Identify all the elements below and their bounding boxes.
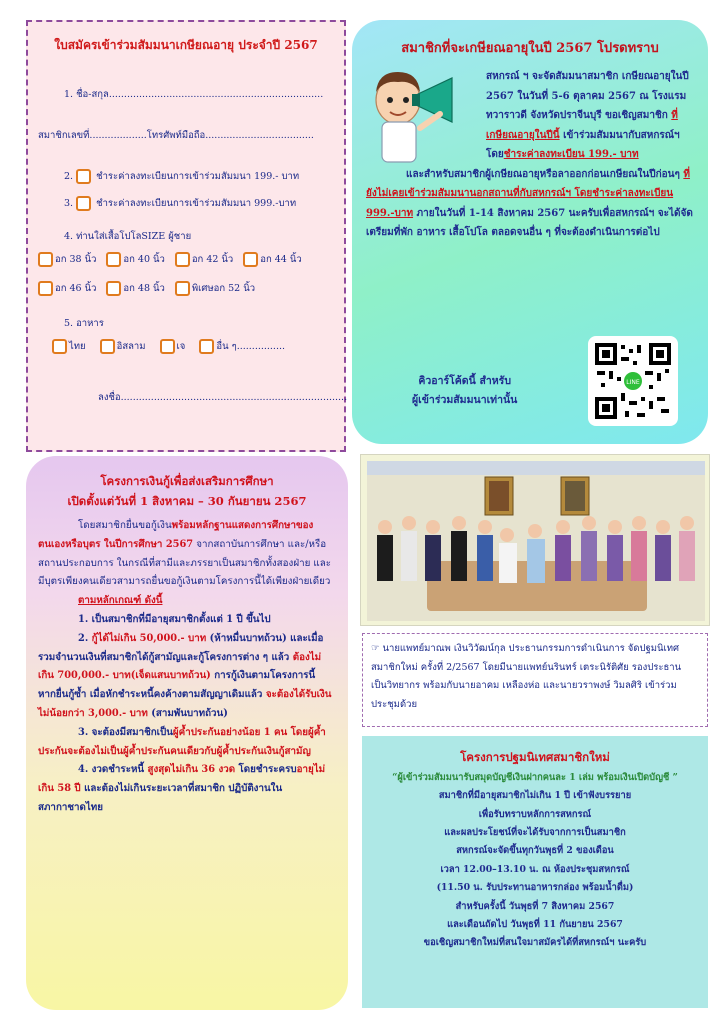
loan-criteria-2 — [38, 630, 336, 724]
size-label: อก 42 นิ้ว — [191, 254, 234, 265]
food-label-thai: ไทย — [69, 341, 86, 352]
size-label: อก 38 นิ้ว — [55, 254, 97, 265]
retirement-seminar-notice — [352, 20, 708, 444]
food-label: 5. อาหาร — [64, 318, 104, 329]
orientation-line: และเดือนถัดไป วันพุธที่ 11 กันยายน 2567 — [447, 919, 623, 931]
size-label: อก 44 นิ้ว — [260, 254, 302, 265]
loan-highlight: สูงสุดไม่เกิน 36 งวด — [147, 764, 236, 776]
fee-999-option[interactable] — [38, 196, 334, 211]
loan-text: 2. — [78, 632, 92, 644]
retirement-text: ภายในวันที่ 1-14 สิงหาคม 2567 นะครับเพื่อสหกรณ์ฯ จะได้จัดเตรียมที่พัก อาหาร เสื้อโปโล ตลอดจนอื่น ๆ ที่จะต้องดำเนินการต่อไป — [366, 207, 693, 239]
food-checkbox[interactable] — [100, 339, 115, 354]
orientation-subtitle: “ผู้เข้าร่วมสัมมนารับสมุดบัญชีเงินฝากคนละ 1 เล่ม พร้อมเงินเปิดบัญชี ” — [392, 771, 678, 783]
meeting-group-photo — [360, 454, 710, 626]
group-photo-image — [367, 461, 705, 621]
size-label: พิเศษอก 52 นิ้ว — [191, 283, 256, 294]
loan-highlight: พร้อมหลักฐานแสดงการศึกษาของตนเองหรือบุตร ในปีการศึกษา 2567 — [38, 520, 314, 550]
food-checkbox[interactable] — [52, 339, 67, 354]
food-label-vegan: เจ — [176, 341, 186, 352]
loan-text: จากสถาบันการศึกษา และ/หรือสถานประกอบการ ในกรณีที่สามีและภรรยาเป็นสมาชิกทั้งสองฝ่าย และมีบุตรเพียงคนเดียวสามารถยื่นขอกู้เงินตามโครงการนี้ได้เพียงฝ่ายเดียว — [38, 538, 332, 588]
size-label: อก 46 นิ้ว — [55, 283, 97, 294]
orientation-line: เพื่อรับทราบหลักการสหกรณ์ — [478, 808, 592, 820]
loan-text: โดยสมาชิกยื่นขอกู้เงิน — [78, 520, 172, 532]
loan-period: เปิดตั้งแต่วันที่ 1 สิงหาคม – 30 กันยายน 2567 — [67, 493, 307, 508]
size-checkbox[interactable] — [175, 281, 190, 296]
loan-text: 4. งวดชำระหนี้ — [78, 764, 148, 776]
size-option[interactable] — [38, 281, 96, 296]
loan-intro — [38, 517, 336, 592]
loan-criteria-3 — [38, 724, 336, 762]
food-label-other: อื่น ๆ................ — [216, 341, 286, 352]
size-checkbox[interactable] — [106, 281, 121, 296]
fee-199-option[interactable] — [38, 169, 334, 184]
loan-text: (ห้าหมื่นบาทถ้วน) และเมื่อรวมจำนวนเงินที่สมาชิกได้กู้สามัญและกู้โครงการต่าง ๆ แล้ว — [38, 632, 324, 663]
loan-text: 3. จะต้องมีสมาชิกเป็น — [78, 726, 173, 738]
size-option[interactable] — [175, 281, 255, 296]
size-option[interactable] — [243, 252, 301, 267]
size-checkbox[interactable] — [38, 281, 53, 296]
size-option[interactable] — [175, 252, 233, 267]
signature-field[interactable]: ลงชื่อ........................................................................... — [98, 392, 348, 403]
size-checkbox[interactable] — [106, 252, 121, 267]
name-field[interactable]: 1. ชื่อ-สกุล....................................................................... — [64, 89, 324, 100]
qr-caption-line-2: ผู้เข้าร่วมสัมมนาเท่านั้น — [412, 393, 518, 406]
loan-criteria-4 — [38, 761, 336, 817]
fee-999-number: 3. — [64, 198, 74, 209]
food-options-row — [38, 339, 334, 354]
retirement-paragraph-2 — [366, 165, 694, 243]
retirement-text: เข้าร่วมสัมมนากับสหกรณ์ฯ โดย — [486, 129, 680, 161]
qr-code-icon[interactable] — [588, 336, 678, 426]
fee-999-label: ชำระค่าลงทะเบียนการเข้าร่วมสัมมนา 999.-บาท — [96, 198, 297, 209]
loan-text: และต้องไม่เกินระยะเวลาที่สมาชิก ปฏิบัติงานในสภากาชาดไทย — [38, 783, 283, 814]
size-option[interactable] — [106, 281, 164, 296]
orientation-line: ขอเชิญสมาชิกใหม่ที่สนใจมาสมัครได้ที่สหกรณ์ฯ นะครับ — [423, 937, 647, 949]
food-checkbox[interactable] — [160, 339, 175, 354]
loan-title: โครงการเงินกู้เพื่อส่งเสริมการศึกษา — [100, 474, 274, 488]
orientation-line: สหกรณ์จะจัดขึ้นทุกวันพุธที่ 2 ของเดือน — [456, 845, 614, 857]
size-checkbox[interactable] — [38, 252, 53, 267]
member-phone-field[interactable]: สมาชิกเลขที่...................โทรศัพท์มือถือ.................................... — [38, 130, 314, 141]
fee-199-highlight: ชำระค่าลงทะเบียน 199.- บาท — [503, 149, 639, 161]
loan-criteria-heading: ตามหลักเกณฑ์ ดังนี้ — [78, 595, 163, 607]
shirt-size-row-1 — [38, 252, 334, 267]
loan-highlight: อายุไม่เกิน 58 ปี — [38, 764, 326, 795]
retirement-text: สหกรณ์ ฯ จะจัดสัมมนาสมาชิก เกษียณอายุในปี 2567 ในวันที่ 5-6 ตุลาคม 2567 ณ โรงแรมทวาราวดี จังหวัดปราจีนบุรี ขอเชิญสมาชิก — [486, 71, 689, 122]
loan-text: โดยชำระครบ — [235, 764, 297, 776]
size-option[interactable] — [38, 252, 96, 267]
svg-text:LINE: LINE — [626, 379, 640, 386]
orientation-line: สมาชิกที่มีอายุสมาชิกไม่เกิน 1 ปี เข้าฟังบรรยาย — [438, 790, 632, 802]
orientation-line: (11.50 น. รับประทานอาหารกล่อง พร้อมน้ำดื่ม) — [436, 882, 634, 894]
loan-highlight: ผู้ค้ำประกันอย่างน้อย 1 คน โดยผู้ค้ำประกันจะต้องไม่เป็นผู้ค้ำประกันคนเดียวกับผู้ค้ำประกันเงินกู้สามัญ — [38, 726, 326, 757]
food-label-islam: อิสลาม — [116, 341, 146, 352]
loan-highlight: จะต้องได้รับเงิน ไม่น้อยกว่า 3,000.- บาท — [38, 689, 332, 720]
size-checkbox[interactable] — [243, 252, 258, 267]
loan-highlight: กู้ได้ไม่เกิน 50,000.- บาท — [91, 632, 207, 644]
form-title: ใบสมัครเข้าร่วมสัมมนาเกษียณอายุ ประจำปี 2567 — [54, 38, 318, 52]
size-label: อก 48 นิ้ว — [123, 283, 165, 294]
retirement-highlight: ที่เกษียณอายุในปีนี้ — [486, 110, 678, 141]
loan-criteria-1: 1. เป็นสมาชิกที่มีอายุสมาชิกตั้งแต่ 1 ปี ขึ้นไป — [78, 614, 271, 626]
food-option-vegan[interactable] — [160, 339, 186, 354]
shirt-size-label: 4. ท่านใส่เสื้อโปโลSIZE ผู้ชาย — [64, 231, 192, 242]
seminar-registration-form — [26, 20, 346, 452]
retirement-text: และสำหรับสมาชิกผู้เกษียณอายุหรือลาออกก่อนเกษียณในปีก่อนๆ — [406, 168, 684, 180]
new-member-orientation — [362, 736, 708, 1008]
photo-caption: ☞ นายแพทย์มาณพ เงินวิวัฒน์กุล ประธานกรรมการดำเนินการ จัดปฐมนิเทศสมาชิกใหม่ ครั้งที่ 2/2567 โดยมีนายแพทย์นรินทร์ เตระนิรัติศัย รองประธาน เป็นวิทยากร พร้อมกับนายอาคม เหลืองห่อ และนายวราพงษ์ วิมลศิริ เข้าร่วมประชุมด้วย — [362, 633, 708, 727]
loan-text: การกู้เงินตามโครงการนี้ หากยื่นกู้ซ้ำ เมื่อหักชำระหนี้คงค้างตามสัญญาเดิมแล้ว — [38, 670, 316, 701]
food-option-thai[interactable] — [52, 339, 86, 354]
orientation-line: เวลา 12.00–13.10 น. ณ ห้องประชุมสหกรณ์ — [440, 863, 630, 875]
retirement-title: สมาชิกที่จะเกษียณอายุในปี 2567 โปรดทราบ — [401, 41, 659, 56]
food-option-islam[interactable] — [100, 339, 146, 354]
orientation-title: โครงการปฐมนิเทศสมาชิกใหม่ — [460, 750, 610, 764]
loan-text: (สามพันบาทถ้วน) — [147, 708, 228, 720]
fee-999-checkbox[interactable] — [76, 196, 91, 211]
food-option-other[interactable] — [199, 339, 285, 354]
fee-999-highlight: ที่ยังไม่เคยเข้าร่วมสัมมนานอกสถานที่กับสหกรณ์ฯ โดยชำระค่าลงทะเบียน 999.-บาท — [366, 168, 690, 219]
size-option[interactable] — [106, 252, 164, 267]
fee-199-number: 2. — [64, 171, 74, 182]
shirt-size-row-2 — [38, 281, 334, 296]
size-checkbox[interactable] — [175, 252, 190, 267]
qr-caption — [412, 372, 517, 410]
qr-caption-line-1: คิวอาร์โค้ดนี้ สำหรับ — [418, 375, 511, 387]
education-loan-program — [26, 456, 348, 1010]
fee-199-checkbox[interactable] — [76, 169, 91, 184]
announcer-cartoon-icon — [360, 64, 465, 174]
food-checkbox[interactable] — [199, 339, 214, 354]
fee-199-label: ชำระค่าลงทะเบียนการเข้าร่วมสัมมนา 199.- บาท — [96, 171, 300, 182]
orientation-line: และผลประโยชน์ที่จะได้รับจากการเป็นสมาชิก — [444, 826, 626, 838]
orientation-line: สำหรับครั้งนี้ วันพุธที่ 7 สิงหาคม 2567 — [455, 900, 615, 912]
loan-highlight: ต้องไม่เกิน 700,000.- บาท(เจ็ดแสนบาทถ้วน) — [38, 651, 322, 682]
size-label: อก 40 นิ้ว — [123, 254, 165, 265]
